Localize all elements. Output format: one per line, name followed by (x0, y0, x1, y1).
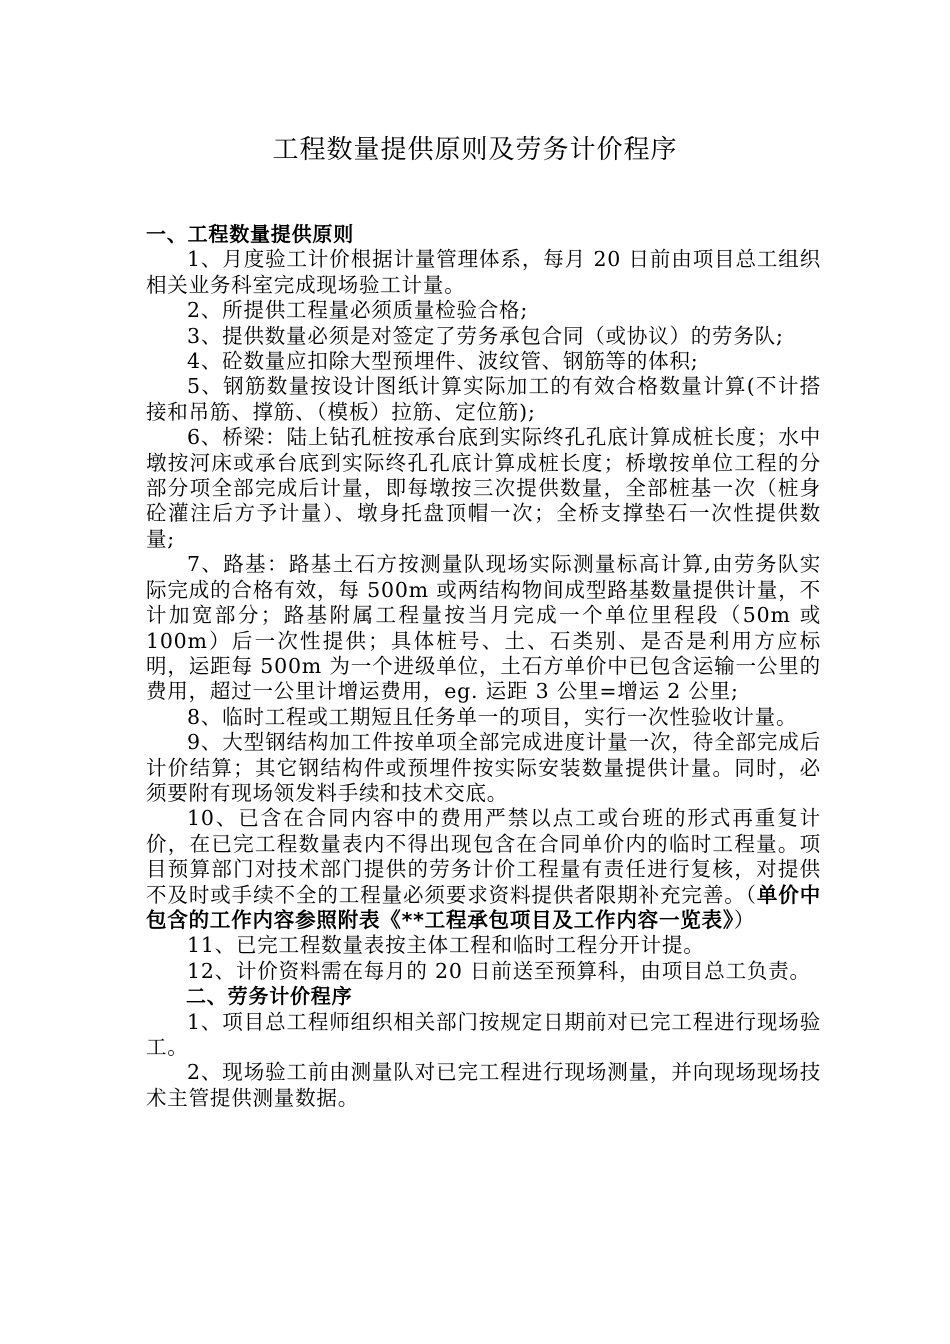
section-1-item-6: 6、桥梁：陆上钻孔桩按承台底到实际终孔孔底计算成桩长度；水中墩按河床或承台底到实际终孔孔底计算成桩长度；桥墩按单位工程的分部分项全部完成后计量，即每墩按三次提供数量，全部桩基一次（桩身砼灌注后方予计量）、墩身托盘顶帽一次；全桥支撑垫石一次性提供数量; (146, 425, 821, 551)
section-1-item-7: 7、路基：路基土石方按测量队现场实际测量标高计算,由劳务队实际完成的合格有效，每 500m 或两结构物间成型路基数量提供计量，不计加宽部分；路基附属工程量按当月完成一个单位里程段（50m 或 100m）后一次性提供；具体桩号、土、石类别、是否是利用方应标明，运距每 500m 为一个进级单位，土石方单价中已包含运输一公里的费用，超过一公里计增运费用，eg. 运距 3 公里=增运 2 公里; (146, 552, 821, 704)
section-1-heading: 一、工程数量提供原则 (146, 222, 354, 246)
document-title: 工程数量提供原则及劳务计价程序 (272, 135, 678, 165)
item-10-close: ） (733, 907, 756, 932)
section-1-item-1: 1、月度验工计价根据计量管理体系，每月 20 日前由项目总工组织相关业务科室完成现场验工计量。 (146, 247, 821, 297)
section-1-item-11: 11、已完工程数量表按主体工程和临时工程分开计提。 (187, 933, 705, 958)
section-2-item-2: 2、现场验工前由测量队对已完工程进行现场测量，并向现场现场技术主管提供测量数据。 (146, 1060, 821, 1110)
section-1-item-3: 3、提供数量必须是对签定了劳务承包合同（或协议）的劳务队; (187, 323, 784, 348)
section-1-item-2: 2、所提供工程量必须质量检验合格; (187, 298, 529, 323)
document-body (146, 222, 821, 1111)
section-1-item-10 (146, 806, 821, 933)
item-10-text: 10、已含在合同内容中的费用严禁以点工或台班的形式再重复计价，在已完工程数量表内不得出现包含在合同单价内的临时工程量。项目预算部门对技术部门提供的劳务计价工程量有责任进行复核，对提供不及时或手续不全的工程量必须要求资料提供者限期补充完善。（ (146, 806, 821, 907)
section-1-item-4: 4、砼数量应扣除大型预埋件、波纹管、钢筋等的体积; (187, 349, 699, 374)
item-10-bold-reference: 单价中包含的工作内容参照附表《**工程承包项目及工作内容一览表》 (146, 882, 821, 932)
section-2-heading: 二、劳务计价程序 (186, 984, 353, 1009)
section-1-item-9: 9、大型钢结构加工件按单项全部完成进度计量一次，待全部完成后计价结算；其它钢结构件或预埋件按实际安装数量提供计量。同时，必须要附有现场领发料手续和技术交底。 (146, 730, 821, 805)
section-1-item-5: 5、钢筋数量按设计图纸计算实际加工的有效合格数量计算(不计搭接和吊筋、撑筋、（模板）拉筋、定位筋); (146, 374, 821, 424)
section-1-item-12: 12、计价资料需在每月的 20 日前送至预算科，由项目总工负责。 (187, 958, 811, 983)
section-1-item-8: 8、临时工程或工期短且任务单一的项目，实行一次性验收计量。 (187, 704, 798, 729)
section-2-item-1: 1、项目总工程师组织相关部门按规定日期前对已完工程进行现场验工。 (146, 1009, 821, 1059)
